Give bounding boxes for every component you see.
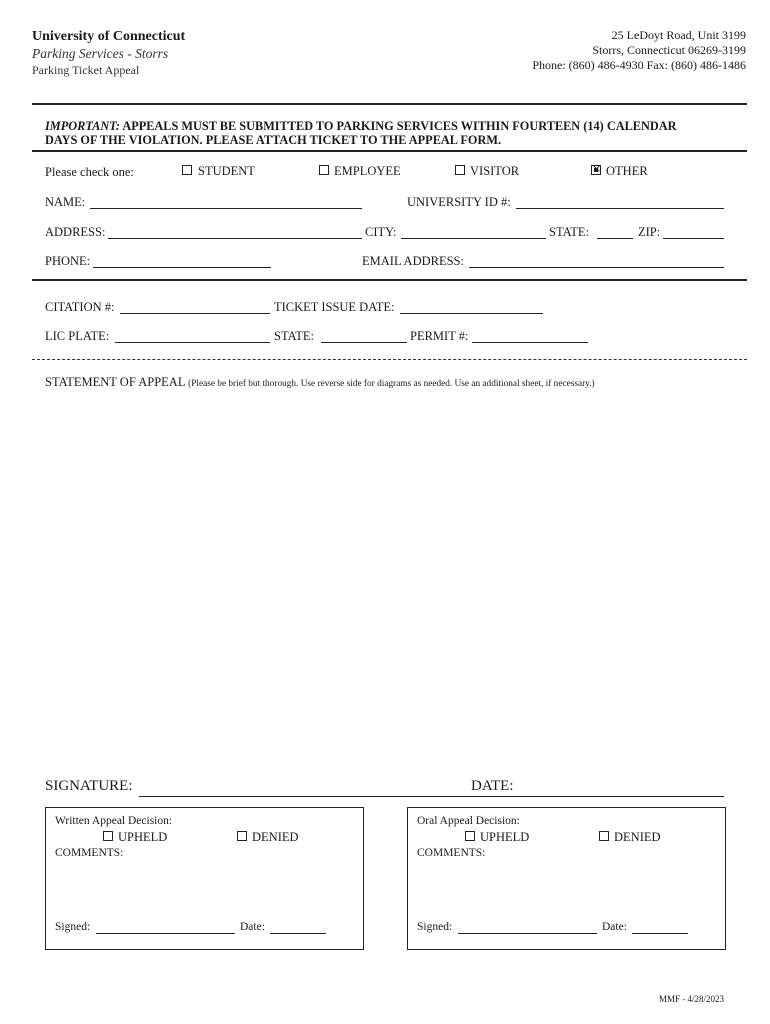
- written-signed-label: Signed:: [55, 921, 91, 933]
- plate-state-label: STATE:: [274, 329, 314, 343]
- zip-label: ZIP:: [638, 225, 661, 239]
- ticket-issue-date-field[interactable]: [400, 301, 543, 314]
- oral-signed-label: Signed:: [417, 921, 453, 933]
- signature-field[interactable]: [139, 782, 724, 797]
- check-one-label: Please check one:: [45, 165, 134, 179]
- written-upheld-checkbox[interactable]: [103, 831, 113, 841]
- statement-heading: [45, 375, 595, 390]
- visitor-checkbox[interactable]: [455, 165, 465, 175]
- phone-field[interactable]: [93, 255, 271, 268]
- written-date-field[interactable]: [270, 921, 326, 934]
- notice-line2: DAYS OF THE VIOLATION. PLEASE ATTACH TICKET TO THE APPEAL FORM.: [45, 133, 502, 147]
- oral-denied-label: DENIED: [614, 830, 661, 844]
- email-label: EMAIL ADDRESS:: [362, 254, 464, 268]
- lic-plate-label: LIC PLATE:: [45, 329, 110, 343]
- employee-label: EMPLOYEE: [334, 164, 401, 178]
- oral-date-field[interactable]: [632, 921, 688, 934]
- written-upheld-label: UPHELD: [118, 830, 168, 844]
- oral-comments-label: COMMENTS:: [417, 847, 486, 859]
- plate-state-field[interactable]: [321, 330, 407, 343]
- oral-decision-title: Oral Appeal Decision:: [417, 815, 520, 827]
- office-address-line2: Storrs, Connecticut 06269-3199: [592, 43, 746, 57]
- written-denied-checkbox[interactable]: [237, 831, 247, 841]
- zip-field[interactable]: [663, 226, 724, 239]
- oral-decision-box: [407, 807, 726, 950]
- office-address-line1: 25 LeDoyt Road, Unit 3199: [611, 28, 746, 42]
- written-signed-field[interactable]: [96, 921, 235, 934]
- city-label: CITY:: [365, 225, 397, 239]
- phone-label: PHONE:: [45, 254, 91, 268]
- lic-plate-field[interactable]: [115, 330, 270, 343]
- visitor-label: VISITOR: [470, 164, 520, 178]
- other-checkbox[interactable]: [591, 165, 601, 175]
- statement-text-area[interactable]: [45, 395, 725, 765]
- written-decision-title: Written Appeal Decision:: [55, 815, 173, 827]
- notice-line1: APPEALS MUST BE SUBMITTED TO PARKING SERVICES WITHIN FOURTEEN (14) CALENDAR: [119, 119, 677, 133]
- important-prefix: IMPORTANT:: [45, 119, 120, 133]
- oral-date-label: Date:: [602, 921, 627, 933]
- student-label: STUDENT: [198, 164, 255, 178]
- university-id-label: UNIVERSITY ID #:: [407, 195, 511, 209]
- oral-signed-field[interactable]: [458, 921, 597, 934]
- permit-field[interactable]: [472, 330, 588, 343]
- info-divider: [32, 279, 747, 281]
- signature-date-label: DATE:: [471, 778, 514, 794]
- citation-dashed-divider: [32, 359, 747, 360]
- written-decision-box: [45, 807, 364, 950]
- form-code: MMF - 4/28/2023: [658, 994, 724, 1004]
- written-comments-label: COMMENTS:: [55, 847, 124, 859]
- office-contact: Phone: (860) 486-4930 Fax: (860) 486-1486: [532, 58, 746, 72]
- address-field[interactable]: [108, 226, 362, 239]
- permit-label: PERMIT #:: [410, 329, 469, 343]
- header-divider: [32, 103, 747, 105]
- oral-upheld-checkbox[interactable]: [465, 831, 475, 841]
- oral-denied-checkbox[interactable]: [599, 831, 609, 841]
- written-denied-label: DENIED: [252, 830, 299, 844]
- form-title: Parking Ticket Appeal: [32, 63, 140, 77]
- other-label: OTHER: [606, 164, 648, 178]
- important-notice: [45, 119, 677, 134]
- citation-field[interactable]: [120, 301, 270, 314]
- statement-label: STATEMENT OF APPEAL: [45, 375, 185, 389]
- name-field[interactable]: [90, 196, 362, 209]
- university-name: University of Connecticut: [32, 29, 186, 44]
- state-label: STATE:: [549, 225, 589, 239]
- email-field[interactable]: [469, 255, 724, 268]
- university-id-field[interactable]: [516, 196, 724, 209]
- notice-divider: [32, 150, 747, 152]
- department-name: Parking Services - Storrs: [32, 46, 169, 61]
- employee-checkbox[interactable]: [319, 165, 329, 175]
- city-field[interactable]: [401, 226, 546, 239]
- student-checkbox[interactable]: [182, 165, 192, 175]
- name-label: NAME:: [45, 195, 86, 209]
- statement-note: (Please be brief but thorough. Use reverse side for diagrams as needed. Use an additional sheet, if necessary.): [188, 379, 595, 389]
- state-field[interactable]: [597, 226, 633, 239]
- address-label: ADDRESS:: [45, 225, 106, 239]
- signature-label: SIGNATURE:: [45, 778, 133, 794]
- citation-label: CITATION #:: [45, 300, 115, 314]
- oral-upheld-label: UPHELD: [480, 830, 530, 844]
- ticket-issue-date-label: TICKET ISSUE DATE:: [274, 300, 395, 314]
- written-date-label: Date:: [240, 921, 265, 933]
